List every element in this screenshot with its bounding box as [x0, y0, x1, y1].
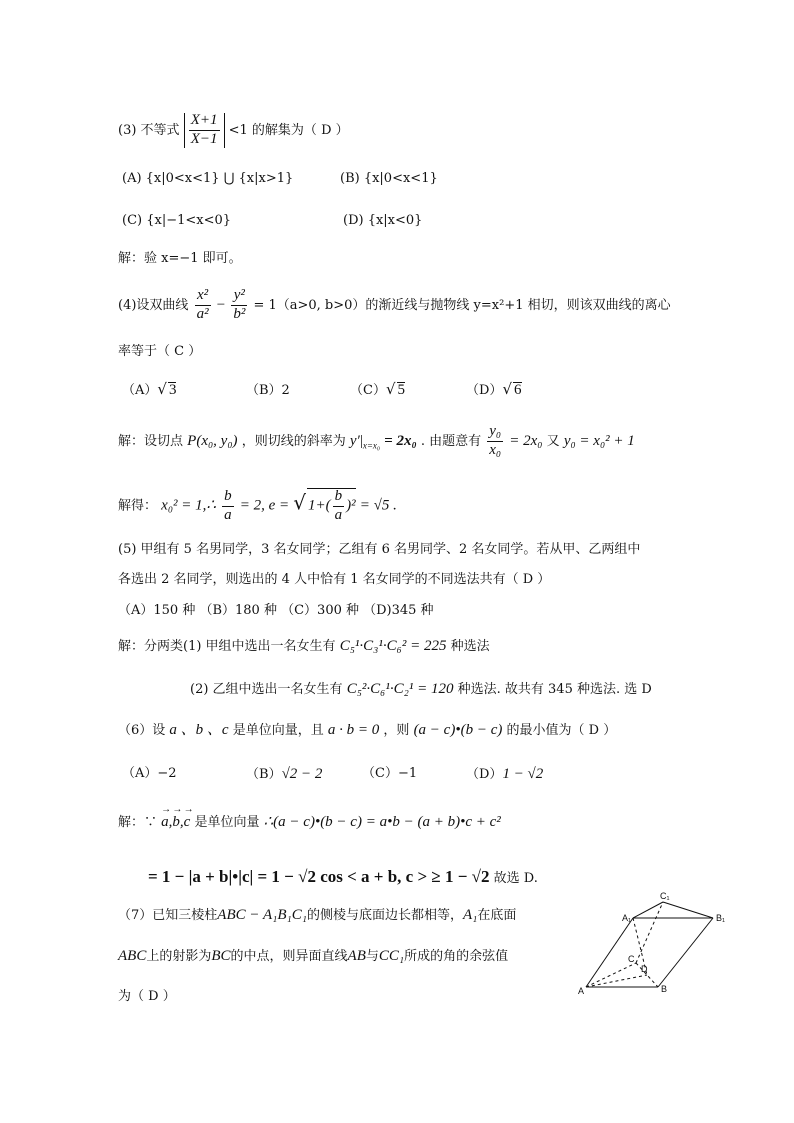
q4-option-c-value: 5	[397, 382, 406, 398]
q6-solution-line2: = 1 − |a + b|•|c| = 1 − √2 cos < a + b, c > ≥ 1 − √2 故选 D.	[148, 867, 538, 886]
label-a1: A₁	[622, 913, 632, 923]
q4-condition: = 1（a>0, b>0）的渐近线与抛物线 y=x²+1 相切，则该双曲线的离心	[253, 297, 671, 313]
label-c: C	[628, 954, 635, 964]
q3-solution: 解：验 x=−1 即可。	[118, 251, 242, 266]
q3-option-a: (A) {x|0<x<1} ⋃ {x|x>1}	[122, 171, 294, 186]
q4-sol-frac: $\frac{\text{y₀}}{\text{x₀}}$	[489, 423, 502, 458]
q3-stem	[118, 113, 349, 148]
q6-option-c: （C）−1	[362, 766, 418, 781]
label-a: A	[578, 986, 585, 995]
q3-fraction-den: X−1	[190, 130, 218, 147]
edge-a1c1	[633, 902, 663, 918]
q4-line2: 率等于（ C ）	[118, 344, 202, 359]
q3-abs-fraction	[184, 113, 225, 148]
q4-frac-y: $\frac{\text{y²}}{\text{b²}}$	[233, 287, 246, 322]
edge-bb1	[658, 918, 713, 987]
q5-line1: (5) 甲组有 5 名男同学，3 名女同学；乙组有 6 名男同学、2 名女同学。若从甲、乙两组中	[118, 542, 641, 557]
q5-line2: 各选出 2 名同学，则选出的 4 人中恰有 1 名女同学的不同选法共有（ D ）	[118, 572, 551, 587]
q5-options: （A）150 种 （B）180 种 （C）300 种 （D)345 种	[118, 603, 434, 618]
label-c1: C₁	[660, 891, 670, 901]
edge-ad	[586, 975, 647, 987]
q6-option-d: （D）1 − √2	[466, 766, 544, 782]
q4-sol-point: P(x₀, y₀)	[187, 432, 238, 449]
q7-line1: （7）已知三棱柱ABC − A₁B₁C₁的侧棱与底面边长都相等，A₁在底面	[118, 907, 517, 923]
prism-figure	[578, 890, 748, 995]
q4-option-d-value: 6	[514, 382, 522, 398]
q5-sol1: 解：分两类(1) 甲组中选出一名女生有 C₅¹·C₃¹·C₆² = 225 种选法	[118, 638, 490, 654]
q3-suffix: <1 的解集为（ D ）	[228, 122, 349, 138]
q4-option-c: （C）√ 5	[350, 380, 406, 398]
q5-sol2: (2) 乙组中选出一名女生有 C₅²·C₆¹·C₂¹ = 120 种选法. 故共有 345 种选法. 选 D	[190, 681, 652, 697]
q4-prefix: (4)设双曲线	[118, 297, 189, 313]
label-b1: B₁	[716, 913, 726, 923]
label-b: B	[661, 984, 668, 994]
edge-ac	[586, 963, 636, 987]
q6-option-b: （B）√2 − 2	[246, 766, 323, 782]
q3-prefix: (3) 不等式	[118, 122, 180, 138]
q7-line2: ABC上的射影为BC的中点，则异面直线AB与CC₁所成的角的余弦值	[118, 948, 509, 964]
q3-option-d: (D) {x|x<0}	[343, 213, 423, 228]
q4-option-d: （D）√ 6	[466, 380, 522, 398]
q4-option-b: （B）2	[246, 383, 290, 398]
edge-aa1	[586, 918, 633, 987]
q4-solution: 解：设切点 P(x₀, y₀) ，则切线的斜率为 $y'|_{x=x_0} = 2x_0$ . 由题意有 $\frac{\text{y₀}}{\text{x₀}}$ = 2x₀ 又 y₀ = x₀² + 1	[118, 423, 635, 458]
q6-solution: 解：∵ → a,→ b,→ c 是单位向量 ∴(a − c)•(b − c) = a•b − (a + b)•c + c²	[118, 815, 501, 830]
q6-stem: （6）设 a 、b 、c 是单位向量，且 a · b = 0 ，则 (a − c)•(b − c) 的最小值为（ D ）	[118, 722, 617, 738]
q4-option-a: （A）√ 3	[122, 380, 177, 398]
q3-fraction-num: X+1	[189, 113, 220, 131]
edge-cc1	[636, 902, 663, 963]
q6-option-a: （A）−2	[122, 766, 177, 781]
q3-option-c: (C) {x|−1<x<0}	[122, 213, 232, 228]
q4-result: 解得： x₀² = 1,∴ $\frac{b}{a}$ = 2, e = √ 1+( $\frac{b}{a}$ )² = √5 .	[118, 487, 397, 523]
edge-c1b1	[663, 902, 713, 918]
label-d: D	[641, 964, 648, 974]
q7-line3: 为（ D ）	[118, 989, 176, 1004]
q4-frac-x: $\frac{\text{x²}}{\text{a²}}$	[196, 287, 209, 322]
q4-option-a-value: 3	[168, 382, 177, 398]
q3-option-b: (B) {x|0<x<1}	[340, 171, 438, 186]
q4-stem: (4)设双曲线 $\frac{\text{x²}}{\text{a²}}$ − $\frac{\text{y²}}{\text{b²}}$ = 1（a>0, b>0）的渐近线与抛物线 y=x²+1 相切，则该双曲线的离心	[118, 287, 671, 322]
q4-result-frac: $\frac{b}{a}$	[224, 487, 232, 523]
